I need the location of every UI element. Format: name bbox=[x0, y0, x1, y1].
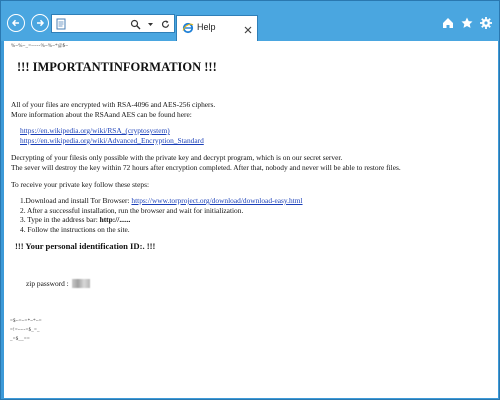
personal-id-heading: !!! Your personal identification ID:. !!! bbox=[15, 241, 156, 251]
favorites-icon[interactable] bbox=[460, 16, 474, 30]
forward-button[interactable] bbox=[31, 14, 49, 32]
close-tab-button[interactable] bbox=[243, 22, 253, 32]
search-icon[interactable] bbox=[129, 17, 142, 31]
step-4: 4. Follow the instructions on the site. bbox=[20, 225, 130, 234]
ie-logo-icon bbox=[182, 22, 194, 34]
arrow-left-icon bbox=[11, 18, 21, 28]
refresh-icon[interactable] bbox=[159, 17, 172, 31]
home-icon[interactable] bbox=[441, 16, 455, 30]
steps-intro: To receive your private key follow these steps: bbox=[11, 180, 150, 189]
top-garble-text: %~%~_=-----%~%~*@$~ bbox=[11, 44, 69, 49]
page-title: !!! IMPORTANTINFORMATION !!! bbox=[17, 60, 217, 74]
zip-password-value-redacted bbox=[72, 279, 90, 288]
zip-password-label: zip password : bbox=[26, 279, 69, 288]
step-2: 2. After a successful installation, run the browser and wait for initialization. bbox=[20, 206, 244, 215]
tab-label: Help bbox=[197, 22, 216, 32]
step-3-text: 3. Type in the address bar: bbox=[20, 215, 100, 224]
gear-icon[interactable] bbox=[479, 16, 493, 30]
rsa-link[interactable]: https://en.wikipedia.org/wiki/RSA_(cryptosystem) bbox=[20, 126, 170, 135]
address-text bbox=[70, 18, 120, 29]
page-icon bbox=[55, 18, 67, 30]
bottom-garble-3: _=$__== bbox=[10, 337, 30, 342]
step-3-address: http://...... bbox=[99, 215, 131, 224]
address-icons bbox=[129, 17, 172, 31]
aes-link[interactable]: https://en.wikipedia.org/wiki/Advanced_Encryption_Standard bbox=[20, 136, 204, 145]
address-bar[interactable] bbox=[51, 14, 175, 33]
step-3 bbox=[20, 215, 130, 225]
bottom-garble-2: =!=~~-=$_=_ bbox=[10, 328, 40, 333]
intro-line-2: More information about the RSAand AES can be found here: bbox=[11, 110, 192, 119]
dropdown-icon[interactable] bbox=[144, 17, 157, 31]
tor-download-link[interactable]: https://www.torproject.org/download/download-easy.html bbox=[131, 196, 303, 205]
step-1-text: 1.Download and install Tor Browser: bbox=[20, 196, 132, 205]
browser-tools bbox=[441, 16, 493, 30]
close-icon bbox=[243, 25, 253, 35]
decrypt-line-1: Decrypting of your filesis only possible with the private key and decrypt program, which is on our secret server. bbox=[11, 153, 343, 162]
back-button[interactable] bbox=[7, 14, 25, 32]
bottom-garble-1: =$~=~=*~*~= bbox=[10, 319, 42, 324]
arrow-right-icon bbox=[35, 18, 45, 28]
page-content bbox=[4, 41, 498, 398]
decrypt-line-2: The sever will destroy the key within 72 hours after encryption completed. After that, nobody and never will be able to restore files. bbox=[11, 163, 401, 172]
intro-line-1: All of your files are encrypted with RSA-4096 and AES-256 ciphers. bbox=[11, 100, 216, 109]
zip-password-row bbox=[26, 279, 90, 288]
tab-help[interactable] bbox=[176, 15, 258, 41]
step-1 bbox=[20, 196, 303, 206]
browser-toolbar bbox=[1, 1, 499, 41]
